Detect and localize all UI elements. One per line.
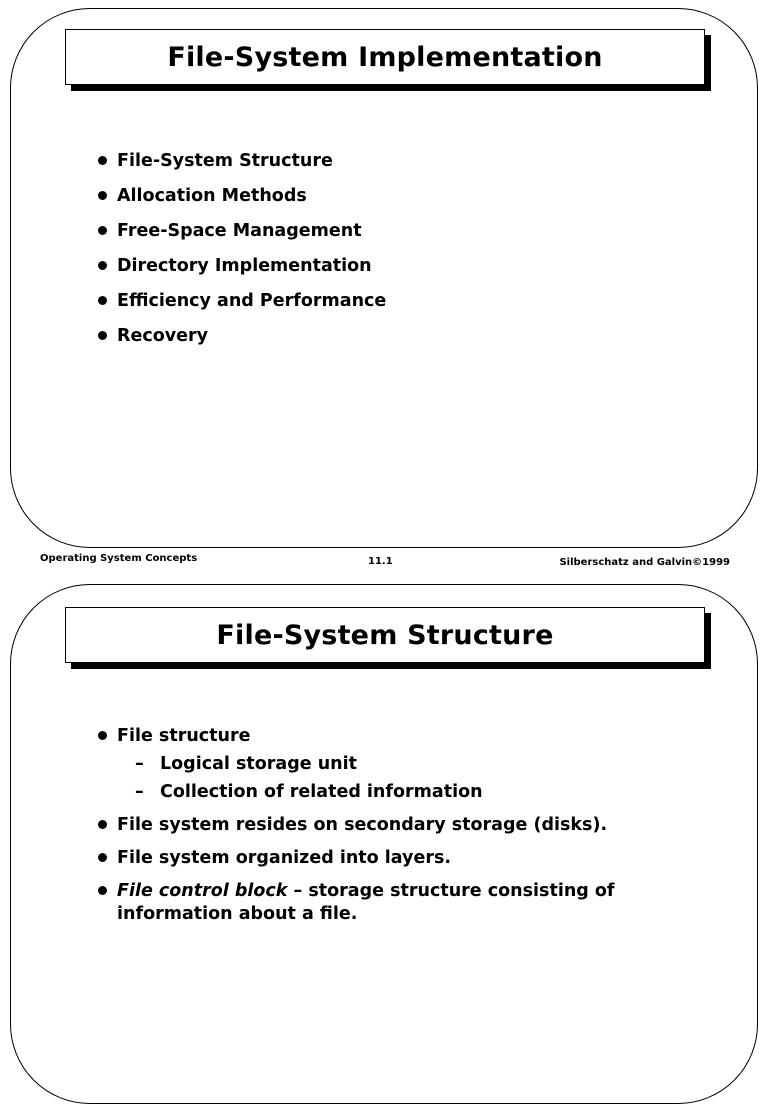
bullet-item: File-System Structure (97, 150, 717, 173)
sub-item (117, 752, 717, 776)
slide-1 (10, 8, 758, 548)
bullet-item: Free-Space Management (97, 220, 717, 243)
footer-course: Operating System Concepts (40, 553, 198, 564)
bullet-list (97, 150, 717, 360)
bullet-item: Efficiency and Performance (97, 290, 717, 313)
bullet-item: File system resides on secondary storage (disks). (97, 814, 717, 837)
sub-list (117, 752, 717, 804)
slide-2 (10, 584, 758, 1104)
bullet-item: Directory Implementation (97, 255, 717, 278)
bullet-item (97, 880, 717, 926)
dash-marker: – (135, 782, 144, 802)
sub-item-text: Logical storage unit (160, 754, 357, 774)
slide-title: File-System Structure (65, 607, 705, 663)
bullet-list (97, 725, 717, 936)
dash-marker: – (135, 754, 144, 774)
bullet-item: Allocation Methods (97, 185, 717, 208)
slide-title: File-System Implementation (65, 29, 705, 85)
footer-page-number: 11.1 (368, 556, 393, 567)
bullet-item (97, 725, 717, 804)
bullet-item: Recovery (97, 325, 717, 348)
footer-copyright: Silberschatz and Galvin©1999 (559, 557, 730, 568)
bullet-item: File system organized into layers. (97, 847, 717, 870)
sub-item-text: Collection of related information (160, 782, 483, 802)
sub-item (117, 780, 717, 804)
bullet-term: File control block (117, 881, 288, 901)
bullet-text: – storage structure consisting of information about a file. (117, 881, 615, 924)
bullet-text: File structure (117, 726, 251, 746)
